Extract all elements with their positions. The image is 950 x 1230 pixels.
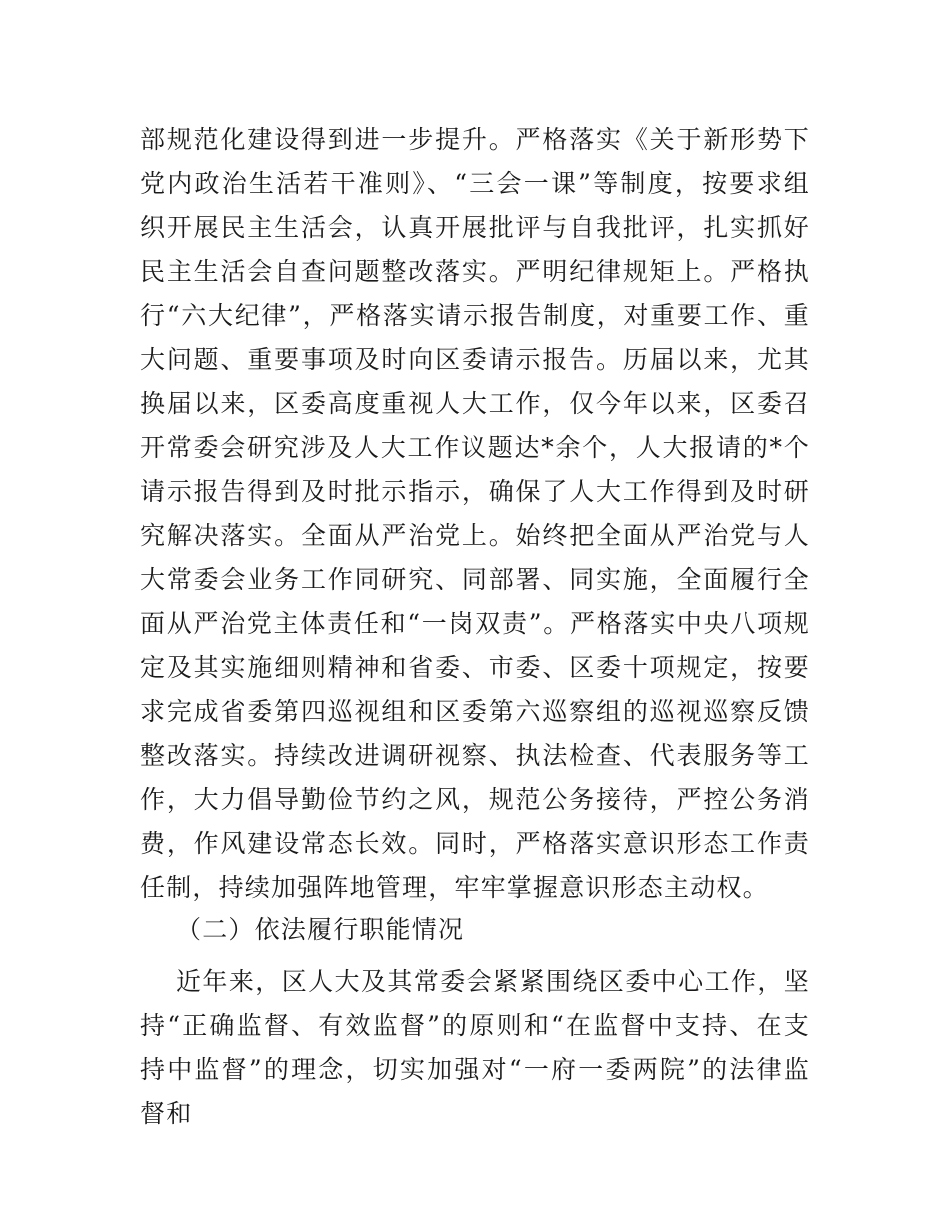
body-paragraph: 部规范化建设得到进一步提升。严格落实《关于新形势下党内政治生活若干准则》、“三会一课”等制度，按要求组织开展民主生活会，认真开展批评与自我批评，扎实抓好民主生活会自查问题整改落实。严明纪律规矩上。严格执行“六大纪律”，严格落实请示报告制度，对重要工作、重大问题、重要事项及时向区委请示报告。历届以来，尤其换届以来，区委高度重视人大工作，仅今年以来，区委召开常委会研究涉及人大工作议题达*余个，人大报请的*个请示报告得到及时批示指示，确保了人大工作得到及时研究解决落实。全面从严治党上。始终把全面从严治党与人大常委会业务工作同研究、同部署、同实施，全面履行全面从严治党主体责任和“一岗双责”。严格落实中央八项规定及其实施细则精神和省委、市委、区委十项规定，按要求完成省委第四巡视组和区委第六巡察组的巡视巡察反馈整改落实。持续改进调研视察、执法检查、代表服务等工作，大力倡导勤俭节约之风，规范公务接待，严控公务消费，作风建设常态长效。同时，严格落实意识形态工作责任制，持续加强阵地管理，牢牢掌握意识形态主动权。: [140, 125, 810, 902]
section-heading: （二）依法履行职能情况: [176, 915, 465, 944]
body-paragraph: 近年来，区人大及其常委会紧紧围绕区委中心工作，坚持“正确监督、有效监督”的原则和“在监督中支持、在支持中监督”的理念，切实加强对“一府一委两院”的法律监督和: [140, 967, 810, 1128]
